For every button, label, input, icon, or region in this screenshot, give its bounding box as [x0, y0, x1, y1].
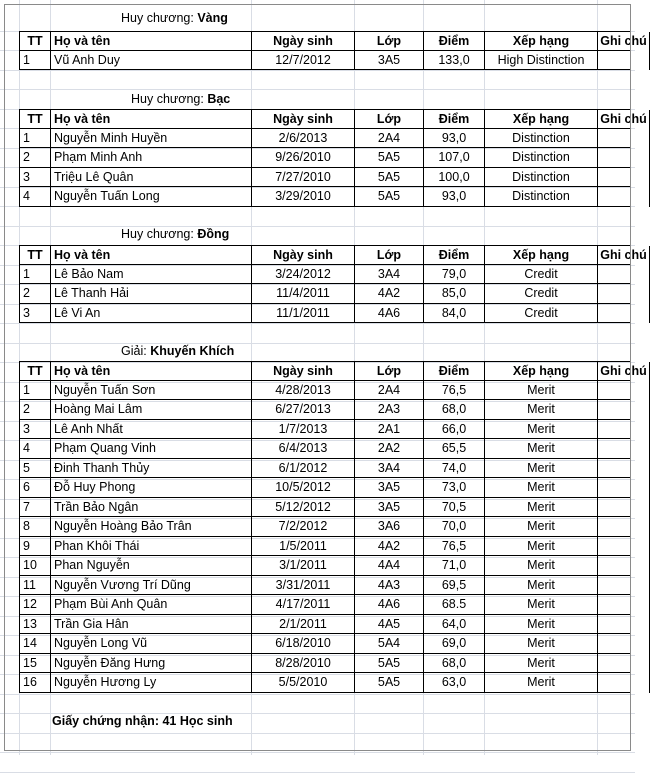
- cell-dob[interactable]: 3/1/2011: [251, 556, 354, 576]
- section-title[interactable]: [131, 90, 230, 110]
- cell-tt[interactable]: 12: [19, 595, 50, 615]
- cell-score[interactable]: 93,0: [423, 187, 484, 207]
- table-row: [19, 654, 631, 674]
- cell-dob[interactable]: 3/31/2011: [251, 576, 354, 596]
- cell-class[interactable]: 4A6: [354, 304, 423, 324]
- cell-dob[interactable]: 6/27/2013: [251, 400, 354, 420]
- cell-name[interactable]: Nguyễn Hoàng Bảo Trân: [50, 517, 251, 537]
- cell-note[interactable]: [597, 148, 650, 168]
- table-row: [19, 673, 631, 693]
- cell-note[interactable]: [597, 439, 650, 459]
- cell-dob[interactable]: 6/18/2010: [251, 634, 354, 654]
- cell-score[interactable]: 93,0: [423, 129, 484, 149]
- cell-class[interactable]: 5A5: [354, 148, 423, 168]
- header-dob[interactable]: Ngày sinh: [251, 32, 354, 52]
- cell-name[interactable]: Lê Thanh Hải: [50, 284, 251, 304]
- cell-score[interactable]: 68,0: [423, 400, 484, 420]
- gridline-row: [0, 734, 635, 754]
- table-row: [19, 478, 631, 498]
- table-row: [19, 129, 631, 149]
- cell-tt[interactable]: 13: [19, 615, 50, 635]
- cell-rank[interactable]: Merit: [484, 615, 597, 635]
- cell-score[interactable]: 69,0: [423, 634, 484, 654]
- cell-rank[interactable]: Merit: [484, 400, 597, 420]
- section-title[interactable]: [121, 9, 228, 29]
- cell-note[interactable]: [597, 576, 650, 596]
- cell-tt[interactable]: 10: [19, 556, 50, 576]
- cell-class[interactable]: 4A4: [354, 556, 423, 576]
- header-name[interactable]: Họ và tên: [50, 362, 251, 382]
- cell-dob[interactable]: 6/4/2013: [251, 439, 354, 459]
- cell-rank[interactable]: Merit: [484, 459, 597, 479]
- cell-class[interactable]: 3A5: [354, 498, 423, 518]
- table-header-row: [19, 31, 647, 51]
- header-score[interactable]: Điểm: [423, 246, 484, 266]
- cell-name[interactable]: Đinh Thanh Thủy: [50, 459, 251, 479]
- cell-class[interactable]: 4A2: [354, 284, 423, 304]
- cell-name[interactable]: Đỗ Huy Phong: [50, 478, 251, 498]
- cell-rank[interactable]: Merit: [484, 576, 597, 596]
- cell-note[interactable]: [597, 187, 650, 207]
- cell-note[interactable]: [597, 265, 650, 285]
- cell-tt[interactable]: 5: [19, 459, 50, 479]
- section-label: Đồng: [197, 227, 230, 241]
- cell-dob[interactable]: 4/17/2011: [251, 595, 354, 615]
- cell-class[interactable]: 2A1: [354, 420, 423, 440]
- section-title[interactable]: [121, 342, 234, 362]
- cell-score[interactable]: 66,0: [423, 420, 484, 440]
- header-dob[interactable]: Ngày sinh: [251, 110, 354, 130]
- cell-rank[interactable]: Merit: [484, 478, 597, 498]
- cell-name[interactable]: Nguyễn Minh Huyền: [50, 129, 251, 149]
- cell-score[interactable]: 70,0: [423, 517, 484, 537]
- cell-score[interactable]: 68,0: [423, 654, 484, 674]
- cell-name[interactable]: Triệu Lê Quân: [50, 168, 251, 188]
- header-class[interactable]: Lớp: [354, 246, 423, 266]
- cell-tt[interactable]: 3: [19, 168, 50, 188]
- cell-name[interactable]: Nguyễn Vương Trí Dũng: [50, 576, 251, 596]
- table-row: [19, 517, 631, 537]
- cell-rank[interactable]: Merit: [484, 381, 597, 401]
- table-header-row: [19, 361, 647, 381]
- cell-dob[interactable]: 9/26/2010: [251, 148, 354, 168]
- certificate-summary[interactable]: Giấy chứng nhận: 41 Học sinh: [52, 714, 233, 728]
- cell-tt[interactable]: 6: [19, 478, 50, 498]
- cell-dob[interactable]: 2/6/2013: [251, 129, 354, 149]
- cell-class[interactable]: 2A2: [354, 439, 423, 459]
- cell-name[interactable]: Nguyễn Hương Ly: [50, 673, 251, 693]
- header-score[interactable]: Điểm: [423, 32, 484, 52]
- cell-class[interactable]: 2A3: [354, 400, 423, 420]
- table-header-row: [19, 245, 647, 265]
- table-row: [19, 284, 631, 304]
- cell-class[interactable]: 4A2: [354, 537, 423, 557]
- cell-note[interactable]: [597, 654, 650, 674]
- cell-name[interactable]: Phan Nguyễn: [50, 556, 251, 576]
- cell-rank[interactable]: Merit: [484, 556, 597, 576]
- table-row: [19, 400, 631, 420]
- cell-note[interactable]: [597, 556, 650, 576]
- cell-score[interactable]: 84,0: [423, 304, 484, 324]
- header-name[interactable]: Họ và tên: [50, 32, 251, 52]
- cell-note[interactable]: [597, 168, 650, 188]
- cell-tt[interactable]: 1: [19, 265, 50, 285]
- cell-rank[interactable]: High Distinction: [484, 51, 597, 71]
- cell-dob[interactable]: 8/28/2010: [251, 654, 354, 674]
- cell-note[interactable]: [597, 400, 650, 420]
- gridline-row: [0, 207, 635, 227]
- cell-class[interactable]: 3A4: [354, 459, 423, 479]
- cell-rank[interactable]: Merit: [484, 595, 597, 615]
- gridline-row: [0, 90, 635, 110]
- header-score[interactable]: Điểm: [423, 110, 484, 130]
- cell-dob[interactable]: 1/7/2013: [251, 420, 354, 440]
- cell-score[interactable]: 79,0: [423, 265, 484, 285]
- cell-class[interactable]: 5A5: [354, 168, 423, 188]
- cell-rank[interactable]: Distinction: [484, 129, 597, 149]
- table-row: [19, 187, 631, 207]
- cell-tt[interactable]: 3: [19, 304, 50, 324]
- cell-dob[interactable]: 3/24/2012: [251, 265, 354, 285]
- cell-class[interactable]: 3A5: [354, 478, 423, 498]
- cell-dob[interactable]: 3/29/2010: [251, 187, 354, 207]
- cell-note[interactable]: [597, 673, 650, 693]
- table-row: [19, 51, 631, 71]
- cell-class[interactable]: 4A6: [354, 595, 423, 615]
- cell-dob[interactable]: 2/1/2011: [251, 615, 354, 635]
- cell-dob[interactable]: 5/5/2010: [251, 673, 354, 693]
- section-prefix: Huy chương:: [121, 227, 198, 241]
- cell-dob[interactable]: 7/27/2010: [251, 168, 354, 188]
- section-prefix: Huy chương:: [131, 92, 208, 106]
- cell-rank[interactable]: Credit: [484, 304, 597, 324]
- cell-score[interactable]: 133,0: [423, 51, 484, 71]
- cell-tt[interactable]: 1: [19, 51, 50, 71]
- cell-note[interactable]: [597, 498, 650, 518]
- table-header-row: [19, 109, 647, 129]
- cell-name[interactable]: Nguyễn Tuấn Long: [50, 187, 251, 207]
- header-note[interactable]: Ghi chú: [597, 246, 650, 266]
- cell-note[interactable]: [597, 517, 650, 537]
- cell-class[interactable]: 3A6: [354, 517, 423, 537]
- cell-score[interactable]: 85,0: [423, 284, 484, 304]
- cell-note[interactable]: [597, 537, 650, 557]
- cell-note[interactable]: [597, 634, 650, 654]
- header-name[interactable]: Họ và tên: [50, 110, 251, 130]
- cell-note[interactable]: [597, 129, 650, 149]
- gridline-row: [0, 753, 635, 773]
- table-row: [19, 576, 631, 596]
- cell-score[interactable]: 107,0: [423, 148, 484, 168]
- cell-name[interactable]: Nguyễn Tuấn Sơn: [50, 381, 251, 401]
- table-row: [19, 537, 631, 557]
- cell-rank[interactable]: Distinction: [484, 148, 597, 168]
- cell-rank[interactable]: Credit: [484, 265, 597, 285]
- cell-score[interactable]: 71,0: [423, 556, 484, 576]
- table-row: [19, 168, 631, 188]
- cell-class[interactable]: 4A5: [354, 615, 423, 635]
- table-row: [19, 304, 631, 324]
- cell-score[interactable]: 76,5: [423, 537, 484, 557]
- cell-rank[interactable]: Distinction: [484, 168, 597, 188]
- cell-dob[interactable]: 7/2/2012: [251, 517, 354, 537]
- cell-name[interactable]: Nguyễn Đăng Hưng: [50, 654, 251, 674]
- cell-score[interactable]: 65,5: [423, 439, 484, 459]
- cell-note[interactable]: [597, 304, 650, 324]
- cell-dob[interactable]: 10/5/2012: [251, 478, 354, 498]
- cell-tt[interactable]: 8: [19, 517, 50, 537]
- cell-name[interactable]: Phan Khôi Thái: [50, 537, 251, 557]
- cell-dob[interactable]: 4/28/2013: [251, 381, 354, 401]
- gridline-row: [0, 71, 635, 91]
- gridline-row: [0, 227, 635, 247]
- cell-dob[interactable]: 1/5/2011: [251, 537, 354, 557]
- cell-tt[interactable]: 7: [19, 498, 50, 518]
- cell-dob[interactable]: 11/1/2011: [251, 304, 354, 324]
- cell-name[interactable]: Nguyễn Long Vũ: [50, 634, 251, 654]
- cell-name[interactable]: Trần Gia Hân: [50, 615, 251, 635]
- section-prefix: Huy chương:: [121, 11, 198, 25]
- table-row: [19, 595, 631, 615]
- cell-dob[interactable]: 12/7/2012: [251, 51, 354, 71]
- table-row: [19, 498, 631, 518]
- cell-note[interactable]: [597, 615, 650, 635]
- header-dob[interactable]: Ngày sinh: [251, 246, 354, 266]
- cell-rank[interactable]: Merit: [484, 673, 597, 693]
- cell-rank[interactable]: Merit: [484, 537, 597, 557]
- section-prefix: Giải:: [121, 344, 151, 358]
- cell-tt[interactable]: 9: [19, 537, 50, 557]
- header-note[interactable]: Ghi chú: [597, 32, 650, 52]
- cell-rank[interactable]: Merit: [484, 634, 597, 654]
- cell-rank[interactable]: Merit: [484, 420, 597, 440]
- cell-score[interactable]: 76,5: [423, 381, 484, 401]
- cell-tt[interactable]: 14: [19, 634, 50, 654]
- cell-name[interactable]: Phạm Bùi Anh Quân: [50, 595, 251, 615]
- cell-rank[interactable]: Merit: [484, 439, 597, 459]
- cell-tt[interactable]: 11: [19, 576, 50, 596]
- header-rank[interactable]: Xếp hạng: [484, 32, 597, 52]
- cell-tt[interactable]: 2: [19, 148, 50, 168]
- cell-rank[interactable]: Merit: [484, 517, 597, 537]
- cell-name[interactable]: Trần Bảo Ngân: [50, 498, 251, 518]
- cell-class[interactable]: 3A4: [354, 265, 423, 285]
- cell-name[interactable]: Lê Vi An: [50, 304, 251, 324]
- cell-score[interactable]: 64,0: [423, 615, 484, 635]
- cell-rank[interactable]: Distinction: [484, 187, 597, 207]
- table-row: [19, 148, 631, 168]
- cell-dob[interactable]: 11/4/2011: [251, 284, 354, 304]
- cell-class[interactable]: 5A5: [354, 654, 423, 674]
- section-label: Khuyến Khích: [150, 344, 235, 358]
- cell-note[interactable]: [597, 595, 650, 615]
- cell-note[interactable]: [597, 459, 650, 479]
- cell-class[interactable]: 2A4: [354, 129, 423, 149]
- cell-score[interactable]: 100,0: [423, 168, 484, 188]
- cell-note[interactable]: [597, 478, 650, 498]
- section-label: Bạc: [207, 92, 231, 106]
- cell-tt[interactable]: 2: [19, 284, 50, 304]
- cell-name[interactable]: Lê Anh Nhất: [50, 420, 251, 440]
- gridline-row: [0, 324, 635, 344]
- cell-name[interactable]: Hoàng Mai Lâm: [50, 400, 251, 420]
- cell-score[interactable]: 74,0: [423, 459, 484, 479]
- table-row: [19, 439, 631, 459]
- header-tt[interactable]: TT: [19, 246, 50, 266]
- header-class[interactable]: Lớp: [354, 32, 423, 52]
- table-row: [19, 420, 631, 440]
- table-row: [19, 265, 631, 285]
- header-dob[interactable]: Ngày sinh: [251, 362, 354, 382]
- cell-tt[interactable]: 15: [19, 654, 50, 674]
- cell-tt[interactable]: 3: [19, 420, 50, 440]
- table-row: [19, 381, 631, 401]
- cell-rank[interactable]: Merit: [484, 654, 597, 674]
- table-row: [19, 634, 631, 654]
- cell-tt[interactable]: 2: [19, 400, 50, 420]
- header-note[interactable]: Ghi chú: [597, 362, 650, 382]
- cell-tt[interactable]: 1: [19, 129, 50, 149]
- section-label: Vàng: [197, 11, 228, 25]
- header-rank[interactable]: Xếp hạng: [484, 110, 597, 130]
- cell-note[interactable]: [597, 420, 650, 440]
- cell-class[interactable]: 5A5: [354, 673, 423, 693]
- cell-dob[interactable]: 5/12/2012: [251, 498, 354, 518]
- cell-score[interactable]: 63,0: [423, 673, 484, 693]
- header-rank[interactable]: Xếp hạng: [484, 362, 597, 382]
- header-score[interactable]: Điểm: [423, 362, 484, 382]
- table-row: [19, 556, 631, 576]
- cell-note[interactable]: [597, 381, 650, 401]
- cell-tt[interactable]: 4: [19, 439, 50, 459]
- cell-dob[interactable]: 6/1/2012: [251, 459, 354, 479]
- cell-class[interactable]: 4A3: [354, 576, 423, 596]
- table-row: [19, 459, 631, 479]
- cell-score[interactable]: 73,0: [423, 478, 484, 498]
- header-name[interactable]: Họ và tên: [50, 246, 251, 266]
- cell-name[interactable]: Lê Bảo Nam: [50, 265, 251, 285]
- cell-rank[interactable]: Credit: [484, 284, 597, 304]
- cell-class[interactable]: 3A5: [354, 51, 423, 71]
- cell-rank[interactable]: Merit: [484, 498, 597, 518]
- header-tt[interactable]: TT: [19, 110, 50, 130]
- gridline-row: [0, 12, 635, 32]
- table-row: [19, 615, 631, 635]
- cell-note[interactable]: [597, 51, 650, 71]
- header-tt[interactable]: TT: [19, 32, 50, 52]
- header-class[interactable]: Lớp: [354, 110, 423, 130]
- cell-name[interactable]: Vũ Anh Duy: [50, 51, 251, 71]
- cell-score[interactable]: 69,5: [423, 576, 484, 596]
- header-note[interactable]: Ghi chú: [597, 110, 650, 130]
- header-rank[interactable]: Xếp hạng: [484, 246, 597, 266]
- header-class[interactable]: Lớp: [354, 362, 423, 382]
- header-tt[interactable]: TT: [19, 362, 50, 382]
- cell-class[interactable]: 5A5: [354, 187, 423, 207]
- cell-score[interactable]: 70,5: [423, 498, 484, 518]
- cell-name[interactable]: Phạm Quang Vinh: [50, 439, 251, 459]
- cell-score[interactable]: 68.5: [423, 595, 484, 615]
- cell-name[interactable]: Phạm Minh Anh: [50, 148, 251, 168]
- cell-class[interactable]: 5A4: [354, 634, 423, 654]
- cell-class[interactable]: 2A4: [354, 381, 423, 401]
- cell-tt[interactable]: 4: [19, 187, 50, 207]
- cell-tt[interactable]: 1: [19, 381, 50, 401]
- cell-note[interactable]: [597, 284, 650, 304]
- section-title[interactable]: [121, 225, 229, 245]
- cell-tt[interactable]: 16: [19, 673, 50, 693]
